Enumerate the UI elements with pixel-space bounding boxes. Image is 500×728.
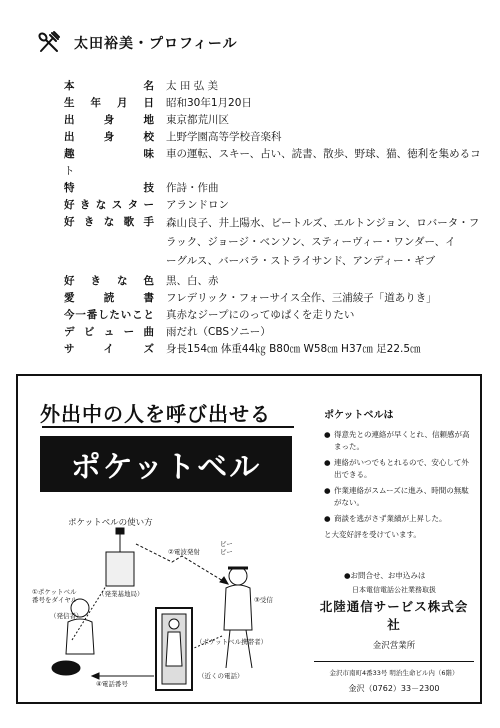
profile-label: 好きな歌手 [64,216,154,228]
diagram-label-sender: （発信者） [50,612,83,620]
diagram-label-step2: ②電波発射 [168,548,200,556]
diagram-label-beep: ピー ピー [220,540,233,556]
profile-label: デビュー曲 [64,326,154,338]
feature-item: ● 作業連絡がスムーズに進み、時間の無駄がない。 [324,486,469,507]
profile-value: 作詩・作曲 [166,182,219,194]
profile-label: 愛読書 [64,292,154,304]
profile-value: 太 田 弘 美 [166,80,219,92]
profile-value: 車の運転、スキー、占い、読書、散歩、野球、猫、徳利を集めるコト [64,148,481,177]
profile-row-favorite-books [64,290,484,307]
profile-value: 真赤なジープにのってゆぱくを走りたい [166,309,355,321]
profile-value-line: ーグルス、バーバラ・ストライサンド、アンディー・ギブ [166,255,436,267]
diagram-label-step4: ④電話番号 [96,680,128,688]
diagram-label-nearest-phone: （近くの電話） [198,672,244,680]
profile-row-favorite-colors [64,273,484,290]
features-title: ポケットベルは [324,410,394,421]
usage-title: ポケットベルの使い方 [68,518,153,528]
profile-label: 特技 [64,182,154,194]
caller-telephone [52,661,80,675]
features-closing: と大変好評を受けています。 [324,530,421,539]
diagram-label-step1: ①ポケットベル 番号をダイヤル [32,588,78,604]
branch-name: 金沢営業所 [372,641,416,651]
antenna [116,528,124,534]
usage-diagram [32,526,273,696]
profile-value-line: 森山良子、井上陽水、ビートルズ、エルトンジョン、ロバータ・フ [166,217,480,229]
profile-label: 本名 [64,80,154,92]
profile-label: 趣味 [64,148,154,160]
feature-item: ● 得意先との連絡が早くとれ、信頼感が高まった。 [324,430,470,451]
base-station [106,552,134,586]
profile-value: 昭和30年1月20日 [166,97,252,109]
profile-row-birthday [64,95,484,112]
inquiry-text: ●お問合せ、お申込みは [344,571,426,580]
contact-info [314,570,474,694]
profile-label: 出身地 [64,114,154,126]
features-list [324,406,474,540]
profile-row-hometown [64,112,484,129]
profile-label: 好きなスター [64,199,154,211]
profile-row-wish [64,307,484,324]
profile-row-hobby [64,146,484,180]
headline-underline [42,426,294,428]
profile-label: 好きな色 [64,275,154,287]
company-name: 北陸通信サービス株式会社 [319,599,469,632]
profile-label: 出身校 [64,131,154,143]
fork-and-spoon-icon [36,30,62,56]
profile-row-favorite-star [64,197,484,214]
page-title: 太田裕美・プロフィール [74,36,238,52]
bearer-head [229,567,247,585]
profile-value: 黒、白、赤 [166,275,219,287]
ad-headline: 外出中の人を呼び出せる [40,402,271,426]
telephone: 金沢（0762）33－2300 [348,684,440,693]
profile-row-skill [64,180,484,197]
bullet-icon: ● [324,430,331,439]
ad-banner: ポケットベル [40,436,292,492]
feature-item: ● 商談を逃がさず業績が上昇した。 [324,514,447,523]
profile-row-size [64,341,484,358]
divider [314,661,474,662]
diagram-label-step3: ③受信 [254,596,273,604]
profile-row-favorite-singers [64,214,484,271]
profile-value: 雨だれ（CBSソニー） [166,326,271,338]
bullet-icon: ● [324,514,331,523]
profile-row-name [64,78,484,95]
profile-row-debut [64,324,484,341]
diagram-label-bearer: （ポケットベル携帯者） [196,638,268,646]
pager-advertisement [16,374,482,704]
profile-row-school [64,129,484,146]
profile-label: 今一番したいこと [64,309,154,321]
profile-value: 身長154㎝ 体重44㎏ B80㎝ W58㎝ H37㎝ 足22.5㎝ [166,343,421,355]
bullet-icon: ● [324,486,331,495]
profile-table [64,78,484,358]
bearer-body [224,585,252,630]
profile-value [166,214,484,271]
profile-value-line: ラック、ジョージ・ベンソン、スティーヴィー・ワンダー、イ [166,236,456,248]
feature-item: ● 連絡がいつでもとれるので、安心して外出できる。 [324,458,469,479]
bullet-icon: ● [324,458,331,467]
profile-label: 生年月日 [64,97,154,109]
profile-value: 東京都荒川区 [166,114,229,126]
header [36,30,238,56]
diagram-label-exchange: （発業基地局） [98,590,144,598]
address: 金沢市南町4番33号 明治生命ビル内（6階） [329,669,459,677]
profile-value: 上野学園高等学校音楽科 [166,131,282,143]
caller-body [66,619,94,654]
profile-label: サイズ [64,343,154,355]
profile-value: フレデリック・フォーサイス全作、三浦綾子「道ありき」 [166,292,437,304]
profile-value: アランドロン [166,199,229,211]
ntt-notice: 日本電信電話公社業務取扱 [352,586,436,594]
